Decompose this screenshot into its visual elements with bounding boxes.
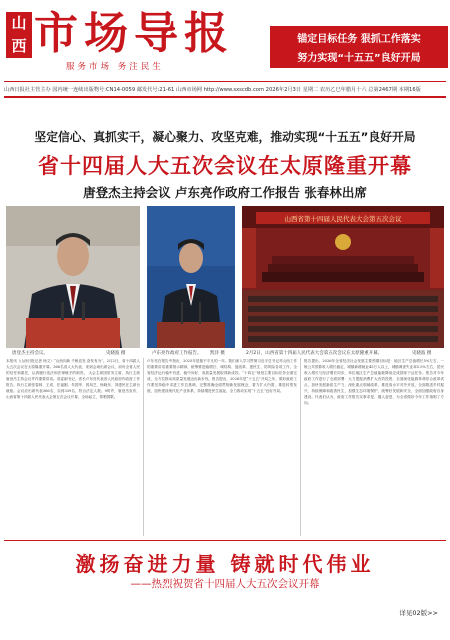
credit-photo-2: 凯洋 摄 (210, 351, 225, 356)
newspaper-title: 市场导报 (34, 8, 234, 59)
photo-assembly-hall (242, 206, 444, 348)
stage-banner-text: 山西省第十四届人民代表大会第五次会议 (284, 215, 402, 223)
bottom-rule (4, 540, 446, 541)
issue-info-line: 山西日报社主管主办 国内统一连续出版物号:CN14-0059 邮发代号:21-61 山西市场网 http://www.sxscdb.com 2026年2月3日 星期二 农历乙巳年腊月十六 总第2467期 本期16版 (4, 87, 421, 93)
article-lead: 本报讯（山西日报记者 杨文）“山西向新 千帆竞发 奋发有为”。2月2日，省十四届人大五次会议在太原隆重开幕。366名省人大代表、来到会场出席会议，肩负全省人民的信任和重托，认真履行宪法和法律赋予的职责。 (6, 359, 140, 375)
credit-photo-1: 史晓波 摄 (106, 351, 126, 356)
bottom-subheadline: ——热烈祝贺省十四届人大五次会议开幕 (130, 578, 320, 590)
continued-page-link[interactable]: 详见02版>> (399, 609, 438, 617)
article-column-middle: 卢东亮在报告中指出，2025年是极不平凡的一年。我们深入学习贯彻习近平总书记对山西工作的重要讲话重要指示精神，统筹推进稳增长、调结构、促改革、惠民生、防风险各项工作，全省经济运行稳中有进、稳中向好，高质量发展取得新成效。“十四五”规划主要目标任务全面完成，全方位推动高质量发展迈出新步伐。报告提出，2026年是“十五五”开局之年，做好政府工作要坚持稳中求进工作总基调，完整准确全面贯彻新发展理念，着力扩大内需，推进转型发展，加快建设现代化产业体系，持续增进民生福祉，全力推动实现“十五五”良好开局。 (147, 359, 297, 393)
sub-headline: 唐登杰主持会议 卢东亮作政府工作报告 张春林出席 (83, 185, 367, 200)
main-headline: 省十四届人大五次会议在太原隆重开幕 (38, 154, 412, 178)
photo-presiding-speaker (6, 206, 140, 348)
article-column-left (6, 358, 140, 536)
logo-seal: 山西 (6, 12, 32, 58)
article-column-right: 报告提出，2026年全省经济社会发展主要预期目标是：地区生产总值增长5%左右，一般公共预算收入增长稳定，城镇新增就业45万人以上，城镇调查失业率5.5%左右，居民收入增长与经济增长同步，单位地区生产总值能耗降低完成国家下达任务。报告对今年政府工作进行了全面部署：大力提振消费扩大有效投资，全面深化能源革命综合改革试点，加快发展新质生产力，深化重点领域改革，推进高水平对外开放，全面推进乡村振兴，持续保障和改善民生，加强生态环境保护，统筹好发展和安全，全面加强政府自身建设。代表们认为，政府工作报告实事求是、催人奋进，为全省做好今年工作指明了方向。 (304, 359, 444, 405)
kicker-headline: 坚定信心、真抓实干，凝心聚力、攻坚克难，推动实现“十五五”良好开局 (34, 130, 416, 144)
photo-government-report (147, 206, 235, 348)
masthead-banner (270, 26, 448, 68)
article-body-left: 大会主席团常务主席，执行主席唐登杰主持会议并作重要讲话。省委副书记、省长卢东亮代表省人民政府作政府工作报告。执行主席张春林、王成、任福刚、朱国华、郭凤芝、杨晓东、刘建民在主席台就座。会议应出席代表366名，实到339名，符合法定人数。9时许，唐登杰宣布，山西省第十四届人民代表大会第五次会议开幕，全场起立，奏唱国歌。 (6, 371, 140, 399)
masthead (0, 0, 450, 78)
column-divider-2 (300, 358, 301, 536)
column-divider-1 (143, 358, 144, 536)
bottom-headline: 激扬奋进力量 铸就时代伟业 (75, 552, 375, 576)
caption-photo-3: 2月2日，山西省第十四届人民代表大会第五次会议在太原隆重开幕。 (246, 351, 383, 356)
caption-photo-1: 唐登杰主持会议。 (12, 351, 48, 356)
masthead-slogan: 服务市场 务注民生 (66, 62, 164, 72)
banner-line-2: 努力实现“十五五”良好开局 (297, 53, 421, 64)
banner-line-1: 锚定目标任务 狠抓工作落实 (297, 34, 421, 45)
caption-photo-2: 卢东亮作政府工作报告。 (152, 351, 202, 356)
credit-photo-3: 史晓波 摄 (412, 351, 432, 356)
top-rule (4, 81, 446, 82)
info-rule (4, 96, 446, 98)
